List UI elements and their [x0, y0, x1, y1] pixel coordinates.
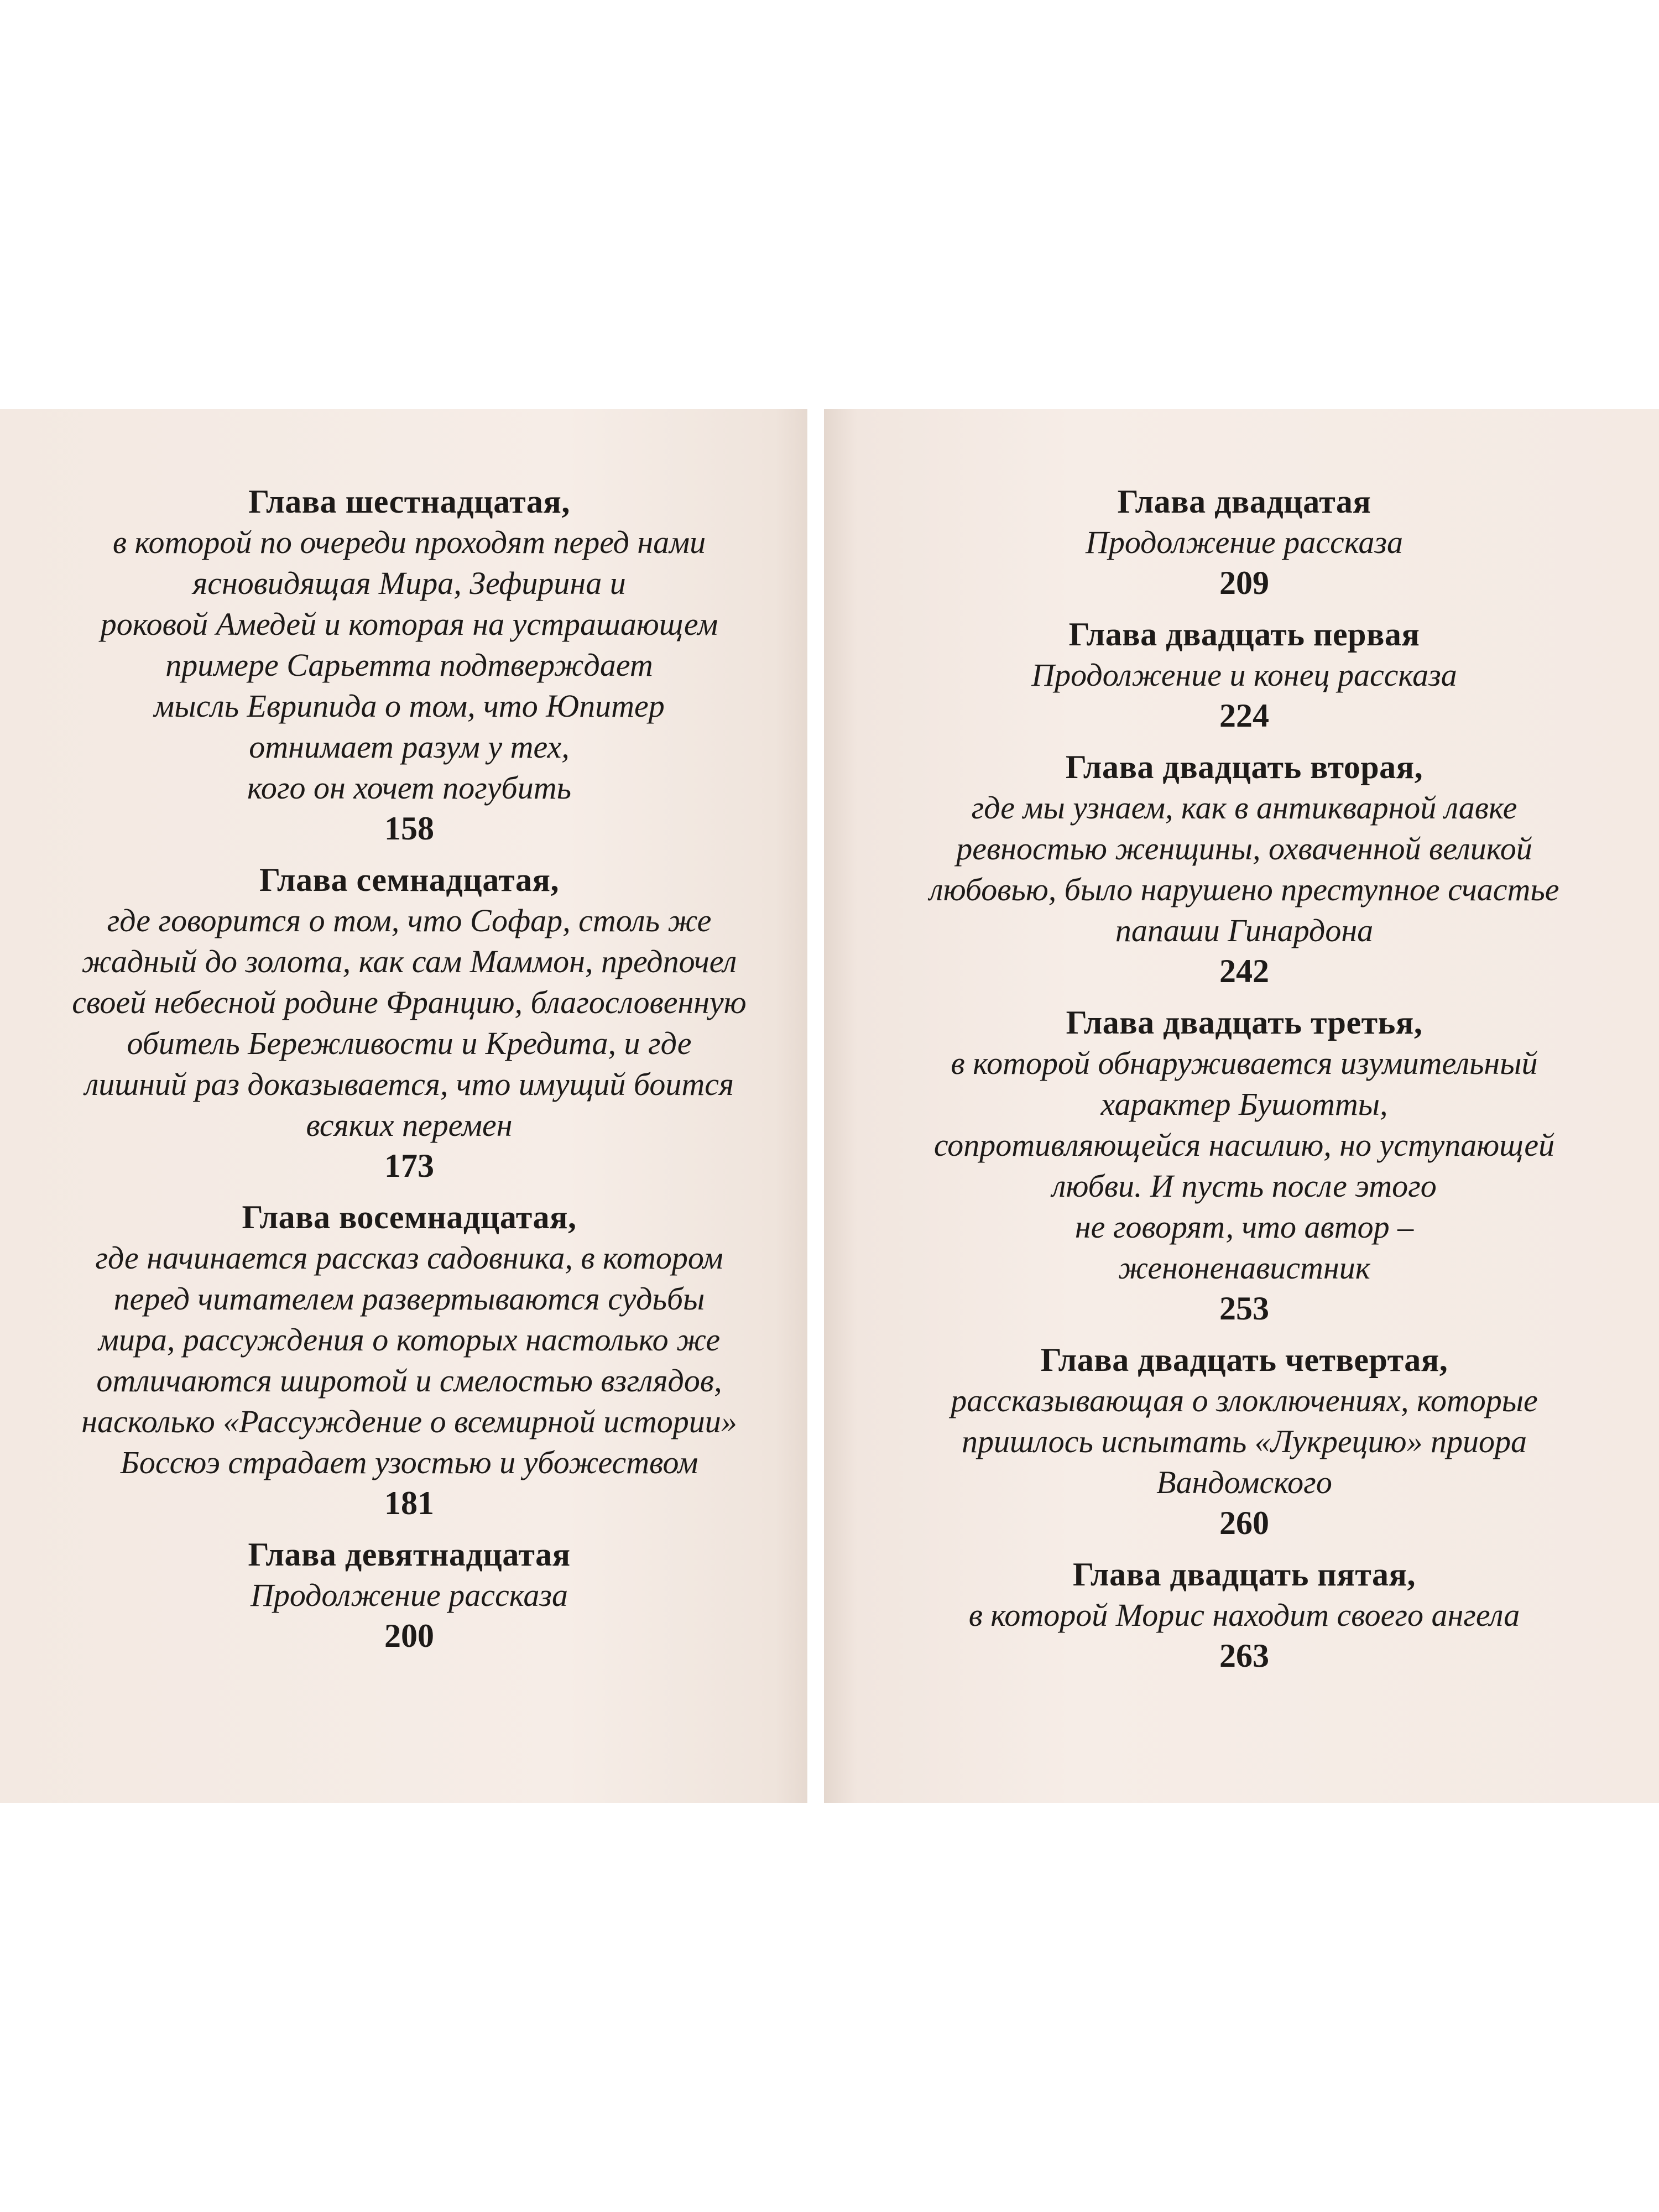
chapter-description-line: женоненавистник [1118, 1250, 1370, 1286]
chapter-title: Глава двадцать четвертая, [1040, 1342, 1448, 1378]
chapter-description-line: мира, рассуждения о которых настолько же [98, 1322, 721, 1358]
chapter-page-number: 173 [384, 1147, 434, 1184]
toc-entry [879, 1339, 1609, 1543]
chapter-description-line: отличаются широтой и смелостью взглядов, [96, 1363, 722, 1399]
chapter-title: Глава шестнадцатая, [248, 483, 570, 520]
toc-entry [879, 1002, 1609, 1328]
chapter-page-number: 209 [1219, 565, 1269, 601]
right-toc-column [879, 481, 1609, 1687]
chapter-page-number: 181 [384, 1485, 434, 1521]
chapter-description [50, 900, 769, 1146]
chapter-title: Глава двадцатая [1117, 483, 1371, 520]
toc-entry [50, 481, 769, 848]
right-page [824, 409, 1659, 1803]
chapter-description-line: в которой обнаруживается изумительный [951, 1045, 1538, 1081]
chapter-description-line: где говорится о том, что Софар, столь же [107, 902, 712, 938]
chapter-description-line: папаши Гинардона [1115, 912, 1374, 948]
chapter-description [879, 1380, 1609, 1503]
chapter-description [879, 655, 1609, 696]
chapter-description-line: жадный до золота, как сам Маммон, предпочел [81, 943, 737, 979]
toc-entry [50, 1197, 769, 1523]
chapter-page-number: 263 [1219, 1637, 1269, 1674]
chapter-description [879, 787, 1609, 951]
chapter-description-line: в которой Морис находит своего ангела [968, 1597, 1520, 1633]
chapter-description [50, 522, 769, 808]
chapter-description-line: любви. И пусть после этого [1052, 1168, 1437, 1204]
chapter-page-number: 260 [1219, 1505, 1269, 1541]
chapter-title: Глава восемнадцатая, [242, 1199, 577, 1235]
chapter-page-number: 158 [384, 810, 434, 847]
chapter-description [879, 522, 1609, 563]
chapter-description-line: примере Сарьетта подтверждает [165, 647, 653, 683]
chapter-description-line: ревностью женщины, охваченной великой [956, 831, 1532, 867]
chapter-page-number: 224 [1219, 697, 1269, 734]
chapter-description [879, 1043, 1609, 1288]
chapter-description-line: лишний раз доказывается, что имущий боится [85, 1066, 734, 1102]
toc-entry [879, 614, 1609, 735]
chapter-description-line: характер Бушотты, [1100, 1086, 1388, 1122]
chapter-description-line: рассказывающая о злоключениях, которые [951, 1383, 1538, 1418]
chapter-description-line: насколько «Рассуждение о всемирной истории» [81, 1404, 737, 1439]
chapter-description-line: не говорят, что автор – [1074, 1209, 1414, 1245]
chapter-description [879, 1595, 1609, 1636]
chapter-description-line: обитель Бережливости и Кредита, и где [127, 1025, 692, 1061]
chapter-description-line: в которой по очереди проходят перед нами [112, 524, 706, 560]
chapter-page-number: 200 [384, 1618, 434, 1654]
chapter-description-line: кого он хочет погубить [247, 770, 571, 806]
chapter-description-line: всяких перемен [306, 1107, 513, 1143]
toc-entry [879, 481, 1609, 603]
toc-entry [879, 747, 1609, 991]
chapter-description-line: отнимает разум у тех, [249, 729, 570, 765]
chapter-description-line: где мы узнаем, как в антикварной лавке [971, 790, 1517, 826]
chapter-description-line: Вандомского [1156, 1464, 1332, 1500]
chapter-title: Глава двадцать пятая, [1073, 1556, 1416, 1593]
book-gutter [807, 409, 824, 1803]
chapter-description-line: где начинается рассказ садовника, в котором [95, 1240, 723, 1276]
chapter-title: Глава девятнадцатая [248, 1536, 571, 1573]
chapter-description-line: сопротивляющейся насилию, но уступающей [933, 1127, 1555, 1163]
chapter-title: Глава двадцать третья, [1066, 1004, 1423, 1041]
chapter-description [50, 1575, 769, 1616]
chapter-description-line: роковой Амедей и которая на устрашающем [100, 606, 718, 642]
toc-entry [50, 1534, 769, 1656]
chapter-description-line: любовью, было нарушено преступное счастье [929, 872, 1559, 907]
chapter-page-number: 242 [1219, 953, 1269, 989]
chapter-description-line: своей небесной родине Францию, благословенную [72, 984, 747, 1020]
chapter-title: Глава двадцать вторая, [1065, 749, 1423, 785]
book-spread [0, 409, 1659, 1803]
chapter-description [50, 1238, 769, 1483]
toc-entry [879, 1554, 1609, 1676]
chapter-title: Глава двадцать первая [1068, 616, 1420, 653]
chapter-description-line: Продолжение рассказа [250, 1577, 568, 1613]
chapter-description-line: ясновидящая Мира, Зефирина и [192, 565, 626, 601]
chapter-description-line: пришлось испытать «Лукрецию» приора [961, 1423, 1527, 1459]
chapter-description-line: Продолжение и конец рассказа [1031, 657, 1457, 693]
chapter-description-line: Продолжение рассказа [1085, 524, 1404, 560]
left-toc-column [50, 481, 769, 1667]
left-page [0, 409, 807, 1803]
toc-entry [50, 859, 769, 1186]
chapter-title: Глава семнадцатая, [259, 862, 559, 898]
chapter-page-number: 253 [1219, 1290, 1269, 1327]
chapter-description-line: перед читателем развертываются судьбы [113, 1281, 705, 1317]
chapter-description-line: мысль Еврипида о том, что Юпитер [154, 688, 665, 724]
chapter-description-line: Боссюэ страдает узостью и убожеством [120, 1444, 698, 1480]
